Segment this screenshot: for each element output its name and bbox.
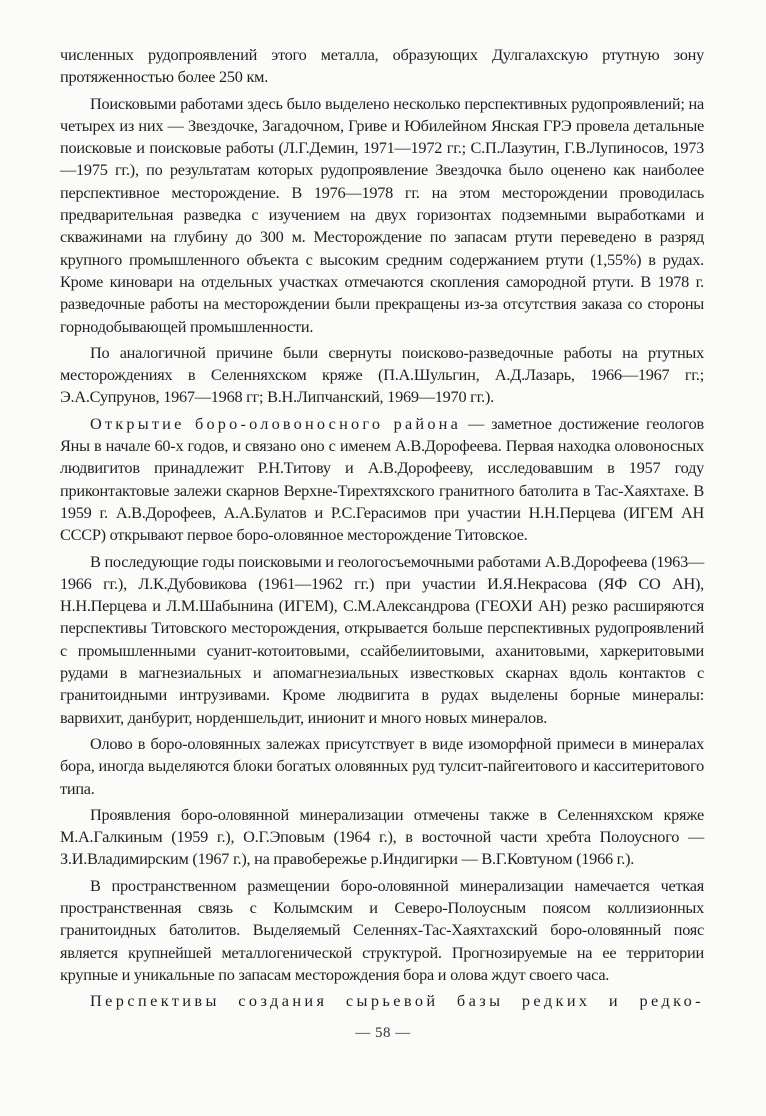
paragraph-mineralization-occurrences: Проявления боро-оловянной минерализации отмечены также в Селенняхском кряже М.А.Галкиным (1959 г.), О.Г.Эповым (1964 г.), в восточной части хребта Полоусного — З.И.Владимирским (1967 г.), на правобережье р.Индигирки — В.Г.Ковтуном (1966 г.). <box>60 804 704 869</box>
spaced-lead-phrase: Открытие боро-оловоносного района <box>90 413 462 433</box>
section-heading-line: Перспективы создания сырьевой базы редких и редко- <box>90 991 704 1011</box>
paragraph-spatial-distribution: В пространственном размещении боро-оловянной минерализации намечается четкая пространственная связь с Колымским и Северо-Полоусным поясом коллизионных гранитоидных батолитов. Выделяемый Селеннях-Тас-Хаяхтахский боро-оловянный пояс является крупнейшей металлогенической структурой. Прогнозируемые на ее территории крупные и уникальные по запасам месторождения бора и олова ждут своего часа. <box>60 875 704 984</box>
page-number: — 58 — <box>355 1025 411 1041</box>
paragraph-body-text: — заметное достижение геологов Яны в начале 60-х годов, и связано оно с именем А.В.Дорофеева. Первая находка оловоносных людвигитов принадлежит Р.Н.Титову и А.В.Дорофееву, исследовавшим в 1957 году приконтактовые залежи скарнов Верхне-Тирехтяхского гранитного батолита в Тас-Хаяхтахе. В 1959 г. А.В.Дорофеев, А.А.Булатов и Р.С.Герасимов при участии Н.Н.Перцева (ИГЕМ АН СССР) открывают первое боро-оловянное месторождение Титовское. <box>60 413 704 545</box>
paragraph-continuation: численных рудопроявлений этого металла, образующих Дулгалахскую ртутную зону протяженностью более 250 км. <box>60 45 704 87</box>
paragraph-tin-in-deposits: Олово в боро-оловянных залежах присутствует в виде изоморфной примеси в минералах бора, иногда выделяются блоки богатых оловянных руд тулсит-пайгеитового и касситеритового типа. <box>60 733 704 798</box>
paragraph-mercury-deposits: По аналогичной причине были свернуты поисково-разведочные работы на ртутных месторождениях в Селенняхском кряже (П.А.Шульгин, А.Д.Лазарь, 1966—1967 гг.; Э.А.Супрунов, 1967—1968 гг; В.Н.Липчанский, 1969—1970 гг.). <box>60 342 704 407</box>
paragraph-boron-tin-discovery <box>60 413 704 547</box>
paragraph-search-works: Поисковыми работами здесь было выделено несколько перспективных рудопроявлений; на четырех из них — Звездочке, Загадочном, Гриве и Юбилейном Янская ГРЭ провела детальные поисковые и поисковые работы (Л.Г.Демин, 1971—1972 гг.; С.П.Лазутин, Г.В.Лупиносов, 1973—1975 гг.), по результатам которых рудопроявление Звездочка было оценено как наиболее перспективное месторождение. В 1976—1978 гг. на этом месторождении проводилась предварительная разведка с изучением на двух горизонтах подземными выработками и скважинами на глубину до 300 м. Месторождение по запасам ртути переведено в разряд крупного промышленного объекта с высоким средним содержанием ртути (1,55%) в рудах. Кроме киновари на отдельных участках отмечаются скопления самородной ртути. В 1978 г. разведочные работы на месторождении были прекращены из-за отсутствия заказа со стороны горнодобывающей промышленности. <box>60 93 704 336</box>
paragraph-subsequent-years: В последующие годы поисковыми и геологосъемочными работами А.В.Дорофеева (1963—1966 гг.), Л.К.Дубовикова (1961—1962 гг.) при участии И.Я.Некрасова (ЯФ СО АН), Н.Н.Перцева и Л.М.Шабынина (ИГЕМ), С.М.Александрова (ГЕОХИ АН) резко расширяются перспективы Титовского месторождения, открывается больше перспективных рудопроявлений с промышленными суанит-котоитовыми, ссайбелиитовыми, аханитовыми, харкеритовыми рудами в магнезиальных и апомагнезиальных известковых скарнах вдоль контактов с гранитоидными интрузивами. Кроме людвигита в рудах выделены борные минералы: варвихит, данбурит, норденшельдит, инионит и много новых минералов. <box>60 551 704 727</box>
